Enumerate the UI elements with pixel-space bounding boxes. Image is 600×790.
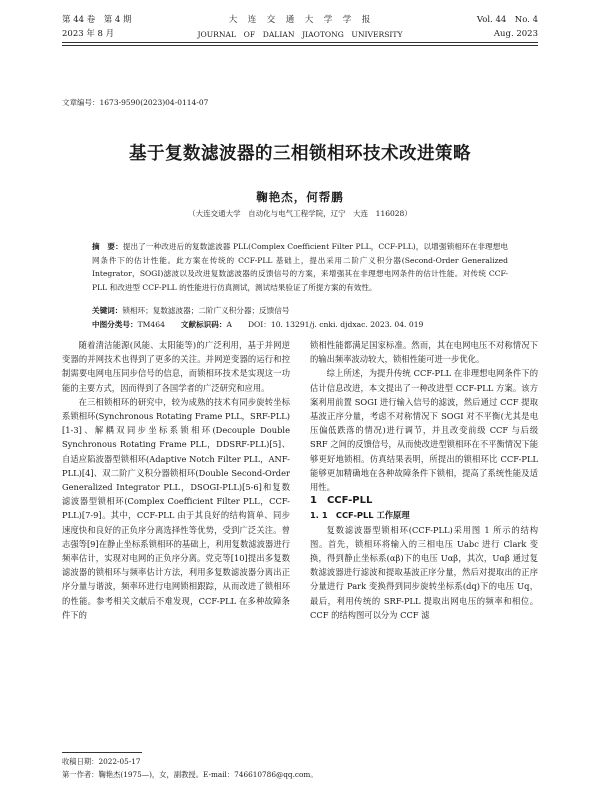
right-column <box>310 338 538 622</box>
header-rule-thick <box>62 42 538 43</box>
intro-paragraph-2: 在三相锁相环的研究中，较为成熟的技术有同步旋转坐标系锁相环(Synchronous Rotating Frame PLL，SRF-PLL)[1-3]、解耦双同步坐标系锁相环(Decouple Double Synchronous Rotating Frame PLL，DDSRF-PLL)[5]、自适应陷波器型锁相环(Adaptive Notch Filter PLL，ANF-PLL)[4]、双二阶广义积分器锁相环(Double Second-Order Generalized Integrator PLL，DSOGI-PLL)[5-6]和复数滤波器型锁相环(Complex Coefficient Filter PLL，CCF-PLL)[7-9]。其中，CCF-PLL 由于其良好的结构简单、同步速度快和良好的正负序分离选择性等优势，受到广泛关注。曾志强等[9]在静止坐标系锁相环的基础上，利用复数滤波器进行频率估计，实现对电网的正负序分离。党克等[10]提出多复数滤波器的锁相环与频率估计方法，利用多复数滤波器分离出正序分量与谐波，频率环进行电网锁相跟踪，从而改进了锁相环的性能。参考相关文献后不难发现，CCF-PLL 在多种故障条件下的 <box>62 396 290 620</box>
page-title: 基于复数滤波器的三相锁相环技术改进策略 <box>129 144 471 164</box>
abstract <box>92 240 508 294</box>
author-bio: 第一作者：鞠艳杰(1975—)，女，副教授。E-mail：746610786@qq.com。 <box>62 770 318 779</box>
keywords-text: 锁相环；复数滤波器；二阶广义积分器；反馈信号 <box>122 306 290 315</box>
section-1-paragraph-1: 复数滤波器型锁相环(CCF-PLL)采用图 1 所示的结构图。首先，锁相环将输入的三相电压 Uabc 进行 Clark 变换，得到静止坐标系(αβ)下的电压 Uαβ，其次，Uαβ 通过复数滤波器进行滤波和提取基波正序分量，然后对提取出的正序分量进行 Park 变换得到同步旋转坐标系(dq)下的电压 Uq，最后，利用传统的 SRF-PLL 提取出网电压的频率和相位。CCF 的结构图可以分为 CCF 滤 <box>310 524 538 620</box>
authors: 鞠艳杰，何帮鹏 <box>256 190 344 204</box>
doc-code-label: 文献标识码： <box>180 320 227 329</box>
header-vol-en: Vol. 44 No. 4 <box>476 15 538 25</box>
abstract-text: 提出了一种改进后的复数滤波器 PLL(Complex Coefficient Filter PLL，CCF-PLL)，以增强锁相环在非理想电网条件下的估计性能。此方案在传统的 CCF-PLL 基础上，提出采用二阶广义积分器(Second-Order Generalized Integrator，SOGI)滤波以及改进复数滤波器的反馈信号的方案，来增强其在非理想电网条件的估计性能。对传统 CCF-PLL 和改进型 CCF-PLL 的性能进行仿真测试，测试结果验证了所提方案的有效性。 <box>92 242 509 292</box>
intro-paragraph-3: 综上所述，为提升传统 CCF-PLL 在非理想电网条件下的估计信息改进，本文提出了一种改进型 CCF-PLL 方案。该方案利用前置 SOGI 进行输入信号的滤波，然后通过 CCF 提取基波正序分量，考虑不对称情况下 SOGI 对不平衡(尤其是电压偏低跌落的情况)进行调节，并且改变前级 CCF 与后级 SRF 之间的反馈信号，从而使改进型锁相环在不平衡情况下能够更好地锁相。仿真结果表明，所提出的锁相环比 CCF-PLL 能够更加精确地在各种故障条件下锁相，提高了系统性能及适用性。 <box>310 368 538 493</box>
clc-label: 中图分类号： <box>92 320 138 329</box>
journal-name-en: JOURNAL OF DALIAN JIAOTONG UNIVERSITY <box>197 30 403 39</box>
clc-value: TM464 <box>137 320 165 329</box>
header-volume-issue: 第 44 卷 第 4 期 <box>62 15 132 25</box>
abstract-label: 摘 要： <box>92 242 123 251</box>
keywords-label: 关键词： <box>92 306 123 315</box>
subsection-heading-1-1: 1. 1 CCF-PLL 工作原理 <box>310 510 410 521</box>
header-date-en: Aug. 2023 <box>493 29 538 39</box>
header-rule-thin <box>62 45 538 46</box>
article-number: 文章编号：1673-9590(2023)04-0114-07 <box>62 98 209 107</box>
doi: DOI：10. 13291/j. cnki. djdxac. 2023. 04. 019 <box>247 320 424 329</box>
journal-name-cn: 大 连 交 通 大 学 学 报 <box>228 15 372 25</box>
keywords <box>92 304 508 318</box>
footnote-rule <box>62 752 142 753</box>
intro-paragraph-1: 随着清洁能源(风能、太阳能等)的广泛利用，基于并网逆变器的并网技术也得到了更多的关注。并网逆变器的运行和控制需要电网电压同步信号的信息，而锁相环技术是实现这一功能的主要方式，因而得到了各国学者的广泛研究和应用。 <box>62 340 290 393</box>
section-heading-1: 1 CCF-PLL <box>310 495 373 507</box>
classification-line <box>92 318 508 332</box>
doc-code-value: A <box>226 320 232 329</box>
left-column <box>62 338 290 622</box>
header-date: 2023 年 8 月 <box>62 29 115 39</box>
received-date: 收稿日期：2022-05-17 <box>62 757 141 766</box>
intro-paragraph-2-cont: 锁相性能都满足国家标准。然而，其在电网电压不对称情况下的输出频率波动较大，锁相性能可进一步优化。 <box>310 340 538 365</box>
affiliation: （大连交通大学 自动化与电气工程学院，辽宁 大连 116028） <box>188 209 412 218</box>
